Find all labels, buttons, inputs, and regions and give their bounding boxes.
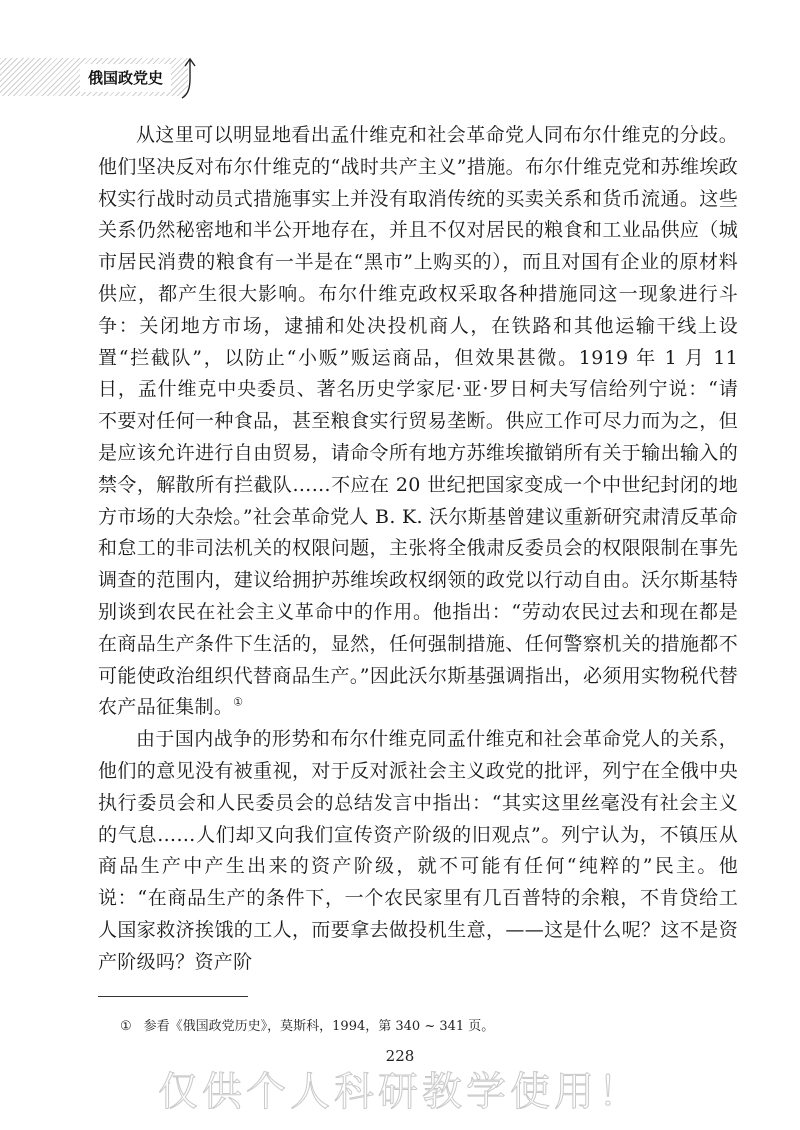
running-header-title: 俄国政党史 [80,64,171,92]
footnote-mark: ① [120,1019,132,1034]
paragraph-1-text: 从这里可以明显地看出孟什维克和社会革命党人同布尔什维克的分歧。他们坚决反对布尔什维克的“战时共产主义”措施。布尔什维克党和苏维埃政权实行战时动员式措施事实上并没有取消传统的买卖关系和货币流通。这些关系仍然秘密地和半公开地存在，并且不仅对居民的粮食和工业品供应（城市居民消费的粮食有一半是在“黑市”上购买的），而且对国有企业的原材料供应，都产生很大影响。布尔什维克政权采取各种措施同这一现象进行斗争：关闭地方市场，逮捕和处决投机商人，在铁路和其他运输干线上设置“拦截队”，以防止“小贩”贩运商品，但效果甚微。1919 年 1 月 11 日，孟什维克中央委员、著名历史学家尼·亚·罗日柯夫写信给列宁说：“请不要对任何一种食品，甚至粮食实行贸易垄断。供应工作可尽力而为之，但是应该允许进行自由贸易，请命令所有地方苏维埃撤销所有关于输出输入的禁令，解散所有拦截队……不应在 20 世纪把国家变成一个中世纪封闭的地方市场的大杂烩。”社会革命党人 B. K. 沃尔斯基曾建议重新研究肃清反革命和怠工的非司法机关的权限问题，主张将全俄肃反委员会的权限限制在事先调查的范围内，建议给拥护苏维埃政权纲领的政党以行动自由。沃尔斯基特别谈到农民在社会主义革命中的作用。他指出：“劳动农民过去和现在都是在商品生产条件下生活的，显然，任何强制措施、任何警察机关的措施都不可能使政治组织代替商品生产。”因此沃尔斯基强调指出，必须用实物税代替农产品征集制。 [98,124,738,719]
paragraph-1 [98,120,738,724]
footnote-reference: ① [233,696,244,710]
footnote-divider [98,996,248,997]
watermark-text: 仅供个人科研教学使用！ [158,1069,642,1115]
paragraph-2: 由于国内战争的形势和布尔什维克同孟什维克和社会革命党人的关系，他们的意见没有被重视，对于反对派社会主义政党的批评，列宁在全俄中央执行委员会和人民委员会的总结发言中指出：“其实这里丝毫没有社会主义的气息……人们却又向我们宣传资产阶级的旧观点”。列宁认为，不镇压从商品生产中产生出来的资产阶级，就不可能有任何“纯粹的”民主。他说：“在商品生产的条件下，一个农民家里有几百普特的余粮，不肯贷给工人国家救济挨饿的工人，而要拿去做投机生意，——这是什么呢？这不是资产阶级吗？资产阶 [98,728,738,973]
footnote [120,1017,494,1037]
footnote-text: 参看《俄国政党历史》，莫斯科，1994，第 340 ~ 341 页。 [143,1019,495,1034]
body-text [98,120,738,979]
page-number: 228 [385,1047,415,1065]
header-arrow-icon [180,56,200,100]
